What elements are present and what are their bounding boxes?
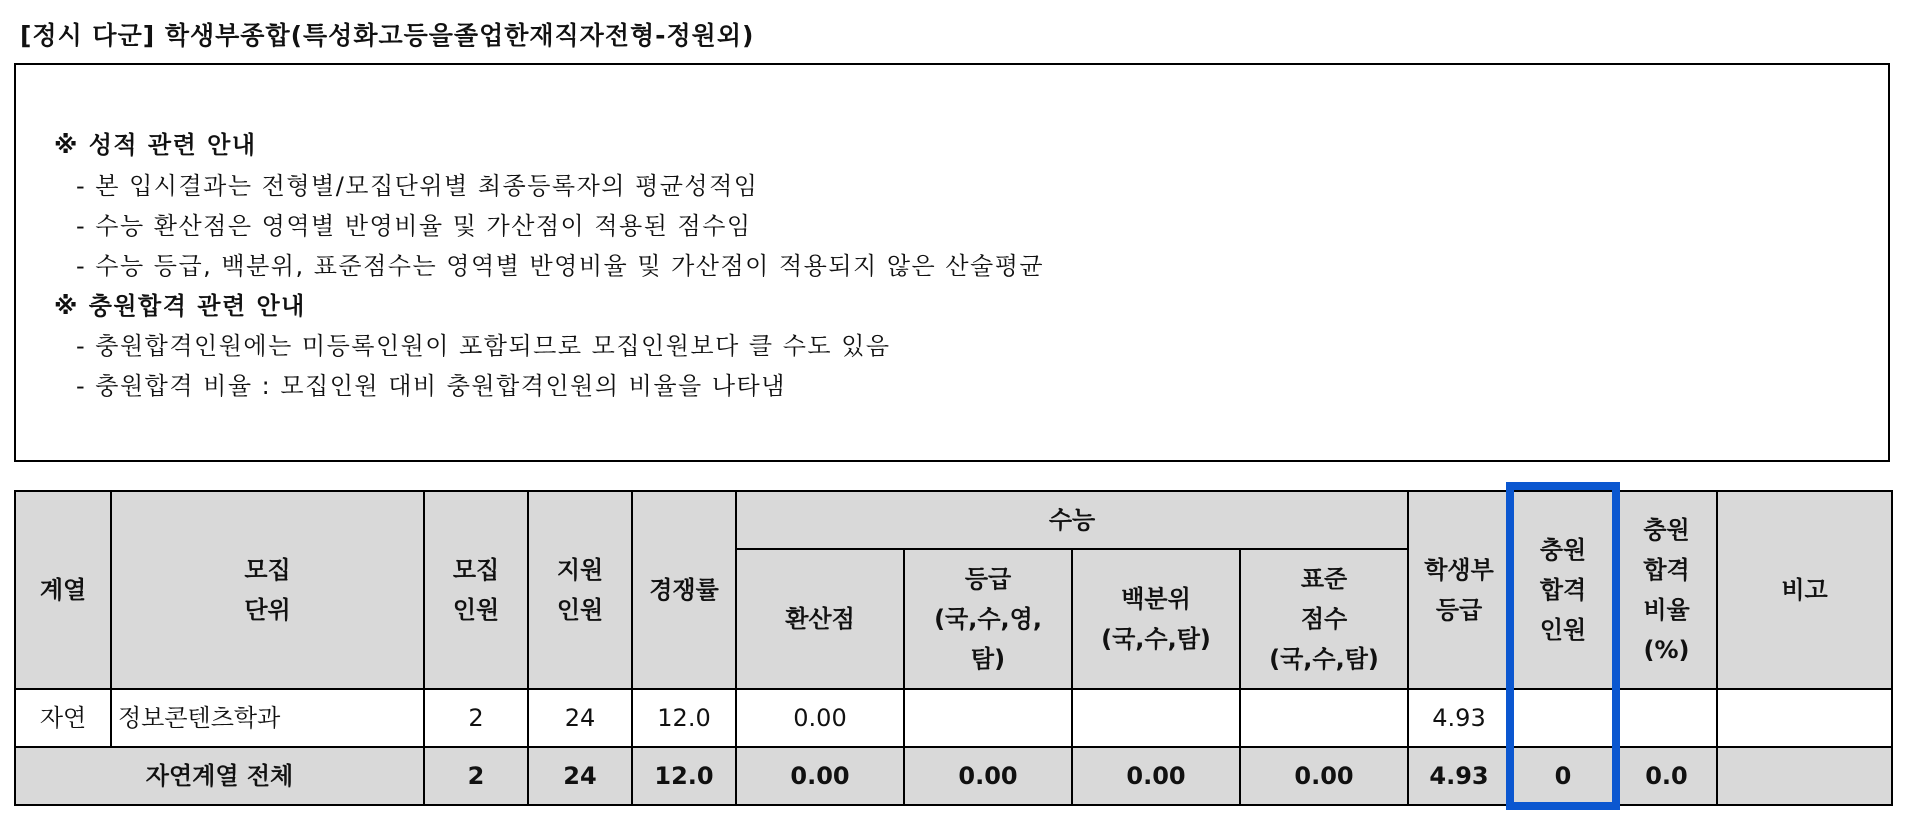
header-extra-ratio: 충원 합격 비율 (%) (1616, 491, 1717, 689)
header-grade: 등급 (국,수,영, 탐) (904, 549, 1072, 689)
cell-competition: 12.0 (632, 689, 736, 747)
notice-item: - 충원합격인원에는 미등록인원이 포함되므로 모집인원보다 클 수도 있음 (76, 332, 891, 360)
cell-total-school-grade: 4.93 (1408, 747, 1510, 805)
cell-total-standard: 0.00 (1240, 747, 1408, 805)
cell-total-converted: 0.00 (736, 747, 904, 805)
cell-total-applicants: 24 (528, 747, 632, 805)
notice-item: - 수능 등급, 백분위, 표준점수는 영역별 반영비율 및 가산점이 적용되지 않은 산술평균 (76, 252, 1045, 280)
cell-standard (1240, 689, 1408, 747)
notice-box (14, 63, 1890, 462)
cell-total-remarks (1717, 747, 1892, 805)
cell-extra-count (1510, 689, 1616, 747)
cell-total-extra-count: 0 (1510, 747, 1616, 805)
cell-total-grade: 0.00 (904, 747, 1072, 805)
header-applicants: 지원 인원 (528, 491, 632, 689)
cell-field: 자연 (15, 689, 111, 747)
cell-total-percentile: 0.00 (1072, 747, 1240, 805)
header-unit: 모집 단위 (111, 491, 424, 689)
cell-total-extra-ratio: 0.0 (1616, 747, 1717, 805)
cell-extra-ratio (1616, 689, 1717, 747)
notice-heading-additional: ※ 충원합격 관련 안내 (54, 292, 306, 320)
table-row (15, 689, 1892, 747)
header-school-grade: 학생부 등급 (1408, 491, 1510, 689)
cell-converted: 0.00 (736, 689, 904, 747)
notice-item: - 본 입시결과는 전형별/모집단위별 최종등록자의 평균성적임 (76, 172, 759, 200)
header-converted: 환산점 (736, 549, 904, 689)
notice-heading-scores: ※ 성적 관련 안내 (54, 131, 257, 159)
header-quota: 모집 인원 (424, 491, 528, 689)
notice-item: - 수능 환산점은 영역별 반영비율 및 가산점이 적용된 점수임 (76, 212, 752, 240)
cell-total-quota: 2 (424, 747, 528, 805)
cell-remarks (1717, 689, 1892, 747)
cell-school-grade: 4.93 (1408, 689, 1510, 747)
header-standard: 표준 점수 (국,수,탐) (1240, 549, 1408, 689)
cell-grade (904, 689, 1072, 747)
cell-applicants: 24 (528, 689, 632, 747)
cell-percentile (1072, 689, 1240, 747)
table-total-row (15, 747, 1892, 805)
cell-total-label: 자연계열 전체 (15, 747, 424, 805)
cell-total-competition: 12.0 (632, 747, 736, 805)
header-remarks: 비고 (1717, 491, 1892, 689)
header-percentile: 백분위 (국,수,탐) (1072, 549, 1240, 689)
cell-quota: 2 (424, 689, 528, 747)
cell-unit: 정보콘텐츠학과 (111, 689, 424, 747)
results-table (14, 490, 1893, 806)
header-suneung: 수능 (736, 491, 1408, 549)
header-competition: 경쟁률 (632, 491, 736, 689)
notice-item: - 충원합격 비율 : 모집인원 대비 충원합격인원의 비율을 나타냄 (76, 372, 786, 400)
page-title: [정시 다군] 학생부종합(특성화고등을졸업한재직자전형-정원외) (20, 21, 755, 50)
header-extra-count: 충원 합격 인원 (1510, 491, 1616, 689)
header-field: 계열 (15, 491, 111, 689)
